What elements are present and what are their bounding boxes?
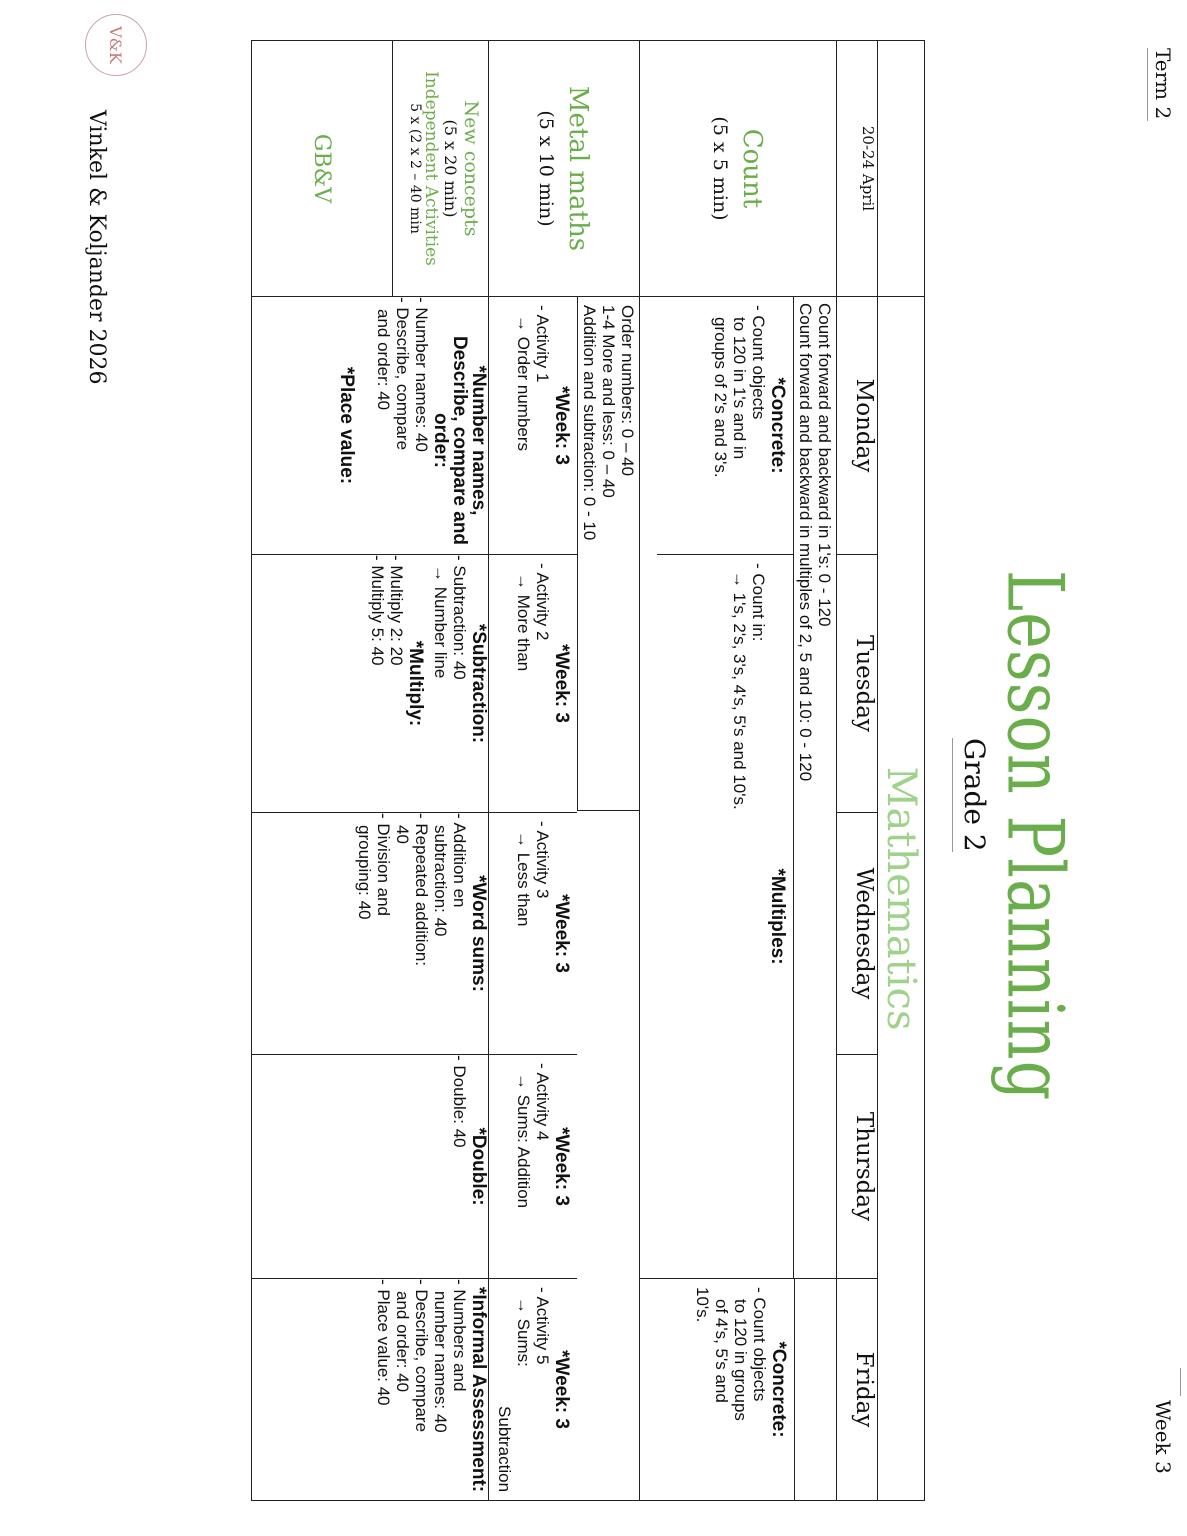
mental-maths-row [489,41,640,1501]
mental-tuesday-heading: *Week: 3 [551,644,572,723]
new-tuesday-heading2: *Multiply: [405,640,426,727]
list-item: - Place value: 40 [374,1279,393,1406]
new-wednesday-heading: *Word sums: [468,875,489,992]
count-strip-line: Count forward and backward in multiples of 2, 5 and 10: 0 - 120 [796,303,815,782]
count-mon-thu [640,297,837,1279]
list-item: groups of 2's and 3's. [711,317,730,478]
list-item: - Number names: 40 [412,297,431,452]
grade-label: Grade 2 [958,738,991,852]
new-wednesday-cell [252,813,489,1055]
day-wednesday: Wednesday [837,813,878,1055]
mental-row-header [489,41,640,297]
mental-friday-cell [489,1279,577,1500]
list-item: and order: 40 [374,309,393,411]
mental-thursday-heading: *Week: 3 [551,1127,572,1206]
mental-strip-line: Addition and subtraction: 0 - 10 [580,305,599,541]
new-concepts-duration: (5 x 20 min) [441,119,460,218]
new-thursday-cell [252,1055,489,1279]
list-item: → Sums: [514,1297,533,1367]
independent-activities-time: 5 x (2 x 2 – 40 min [407,103,423,234]
day-friday: Friday [837,1279,878,1501]
list-item: - Activity 5 [533,1287,552,1365]
count-friday-heading: *Concrete: [768,1341,789,1438]
new-tuesday-cell [252,555,489,813]
new-monday-heading2: *Place value: [336,366,357,485]
list-item: subtraction: 40 [431,825,450,937]
count-row [640,41,837,1501]
count-friday [640,1279,837,1501]
term-label: Term 2 [1151,48,1175,120]
list-item: - Activity 3 [533,821,552,899]
list-item: → Number line [431,565,450,679]
list-item: - Activity 1 [533,305,552,383]
list-item: - Describe, compare [412,1279,431,1433]
list-item: - Addition en [450,813,469,908]
mental-monday-cell [489,297,577,555]
list-item: - Numbers and [450,1279,469,1392]
list-item: to 120 in groups [731,1299,750,1421]
mental-title: Metal maths [563,85,593,252]
new-monday-cell [252,297,489,555]
list-item: → Less than [514,831,533,927]
new-friday-cell [252,1279,489,1501]
mental-strip [577,297,639,810]
list-item: - Multiply 5: 40 [368,555,387,666]
mental-wednesday-heading: *Week: 3 [551,894,572,973]
logo-mark: V&K [106,26,126,64]
mental-week [489,297,640,1501]
list-item: → More than [514,573,533,672]
week-label: Week 3 [1151,1400,1175,1474]
list-item: 40 [393,825,412,844]
list-item: of 4's, 5's and [712,1299,731,1403]
mental-friday-heading: *Week: 3 [551,1350,572,1429]
count-multiples-heading: *Multiples: [767,868,788,965]
week-date: 20-24 April [837,41,878,297]
count-strip-line: Count forward and backward in 1's: 0 - 120 [815,303,834,627]
day-thursday: Thursday [837,1055,878,1279]
list-item: - Count objects [749,305,768,420]
mental-duration: (5 x 10 min) [535,110,557,227]
list-item: to 120 in 1's and in [730,317,749,460]
list-item: - Activity 4 [533,1063,552,1141]
count-row-header [640,41,837,297]
new-concepts-header [252,41,489,297]
count-duration: (5 x 5 min) [709,116,731,221]
independent-activities-label: Independent Activities [421,71,441,266]
subject-title: Mathematics [878,297,925,1501]
new-tuesday-heading: *Subtraction: [468,623,489,744]
list-item: → 1's, 2's, 3's, 4's, 5's and 10's. [730,571,749,810]
count-concrete-cell [657,297,793,555]
list-item: grouping: 40 [355,825,374,920]
day-tuesday: Tuesday [837,555,878,813]
mental-monday-heading: *Week: 3 [551,386,572,465]
count-strip [793,297,836,1278]
list-item: - Count objects [750,1287,769,1402]
count-title: Count [737,128,767,209]
count-multiples-cell [657,555,793,1278]
list-item: - Describe, compare [393,297,412,451]
list-item: - Double: 40 [450,1055,469,1148]
list-item: 10's. [693,1287,712,1323]
count-concrete-heading: *Concrete: [767,377,788,474]
list-item: - Activity 2 [533,563,552,641]
new-monday-heading: *Number names, Describe, compare and order: [430,335,489,546]
new-thursday-heading: *Double: [468,1127,489,1206]
day-header-row [837,41,878,1501]
logo [85,14,147,76]
mental-strip-line: 1-4 More and less: 0 – 40 [599,305,618,498]
page-title: Lesson Planning [989,570,1081,1102]
list-item: number names: 40 [431,1291,450,1433]
list-item: Subtraction [495,1406,514,1493]
list-item: - Multiply 2: 20 [387,555,406,666]
new-concepts-row [252,41,489,1501]
mental-wednesday-cell [489,813,577,1055]
new-concepts-title: New concepts [460,100,482,237]
footer-author: Vinkel & Koljander 2026 [84,110,109,385]
subject-corner [878,41,925,297]
mental-thursday-cell [489,1055,577,1279]
gbv-label: GB&V [309,133,335,204]
lesson-plan-table [251,40,925,1501]
list-item: - Count in: [749,563,768,642]
list-item: → Sums: Addition [514,1073,533,1209]
gbv-cell [252,41,392,296]
mental-tuesday-cell [489,555,577,813]
list-item: - Division and [374,813,393,916]
subject-row [878,41,925,1501]
new-friday-heading: *Informal Assessment: [468,1286,489,1493]
list-item: and order: 40 [393,1291,412,1393]
count-friday-cell [687,1279,794,1500]
mental-strip-line: Order numbers: 0 – 40 [618,305,637,477]
list-item: - Subtraction: 40 [450,555,469,680]
new-concepts-label [392,41,488,296]
list-item: → Order numbers [514,315,533,452]
list-item: - Repeated addition: [412,813,431,967]
day-monday: Monday [837,297,878,555]
